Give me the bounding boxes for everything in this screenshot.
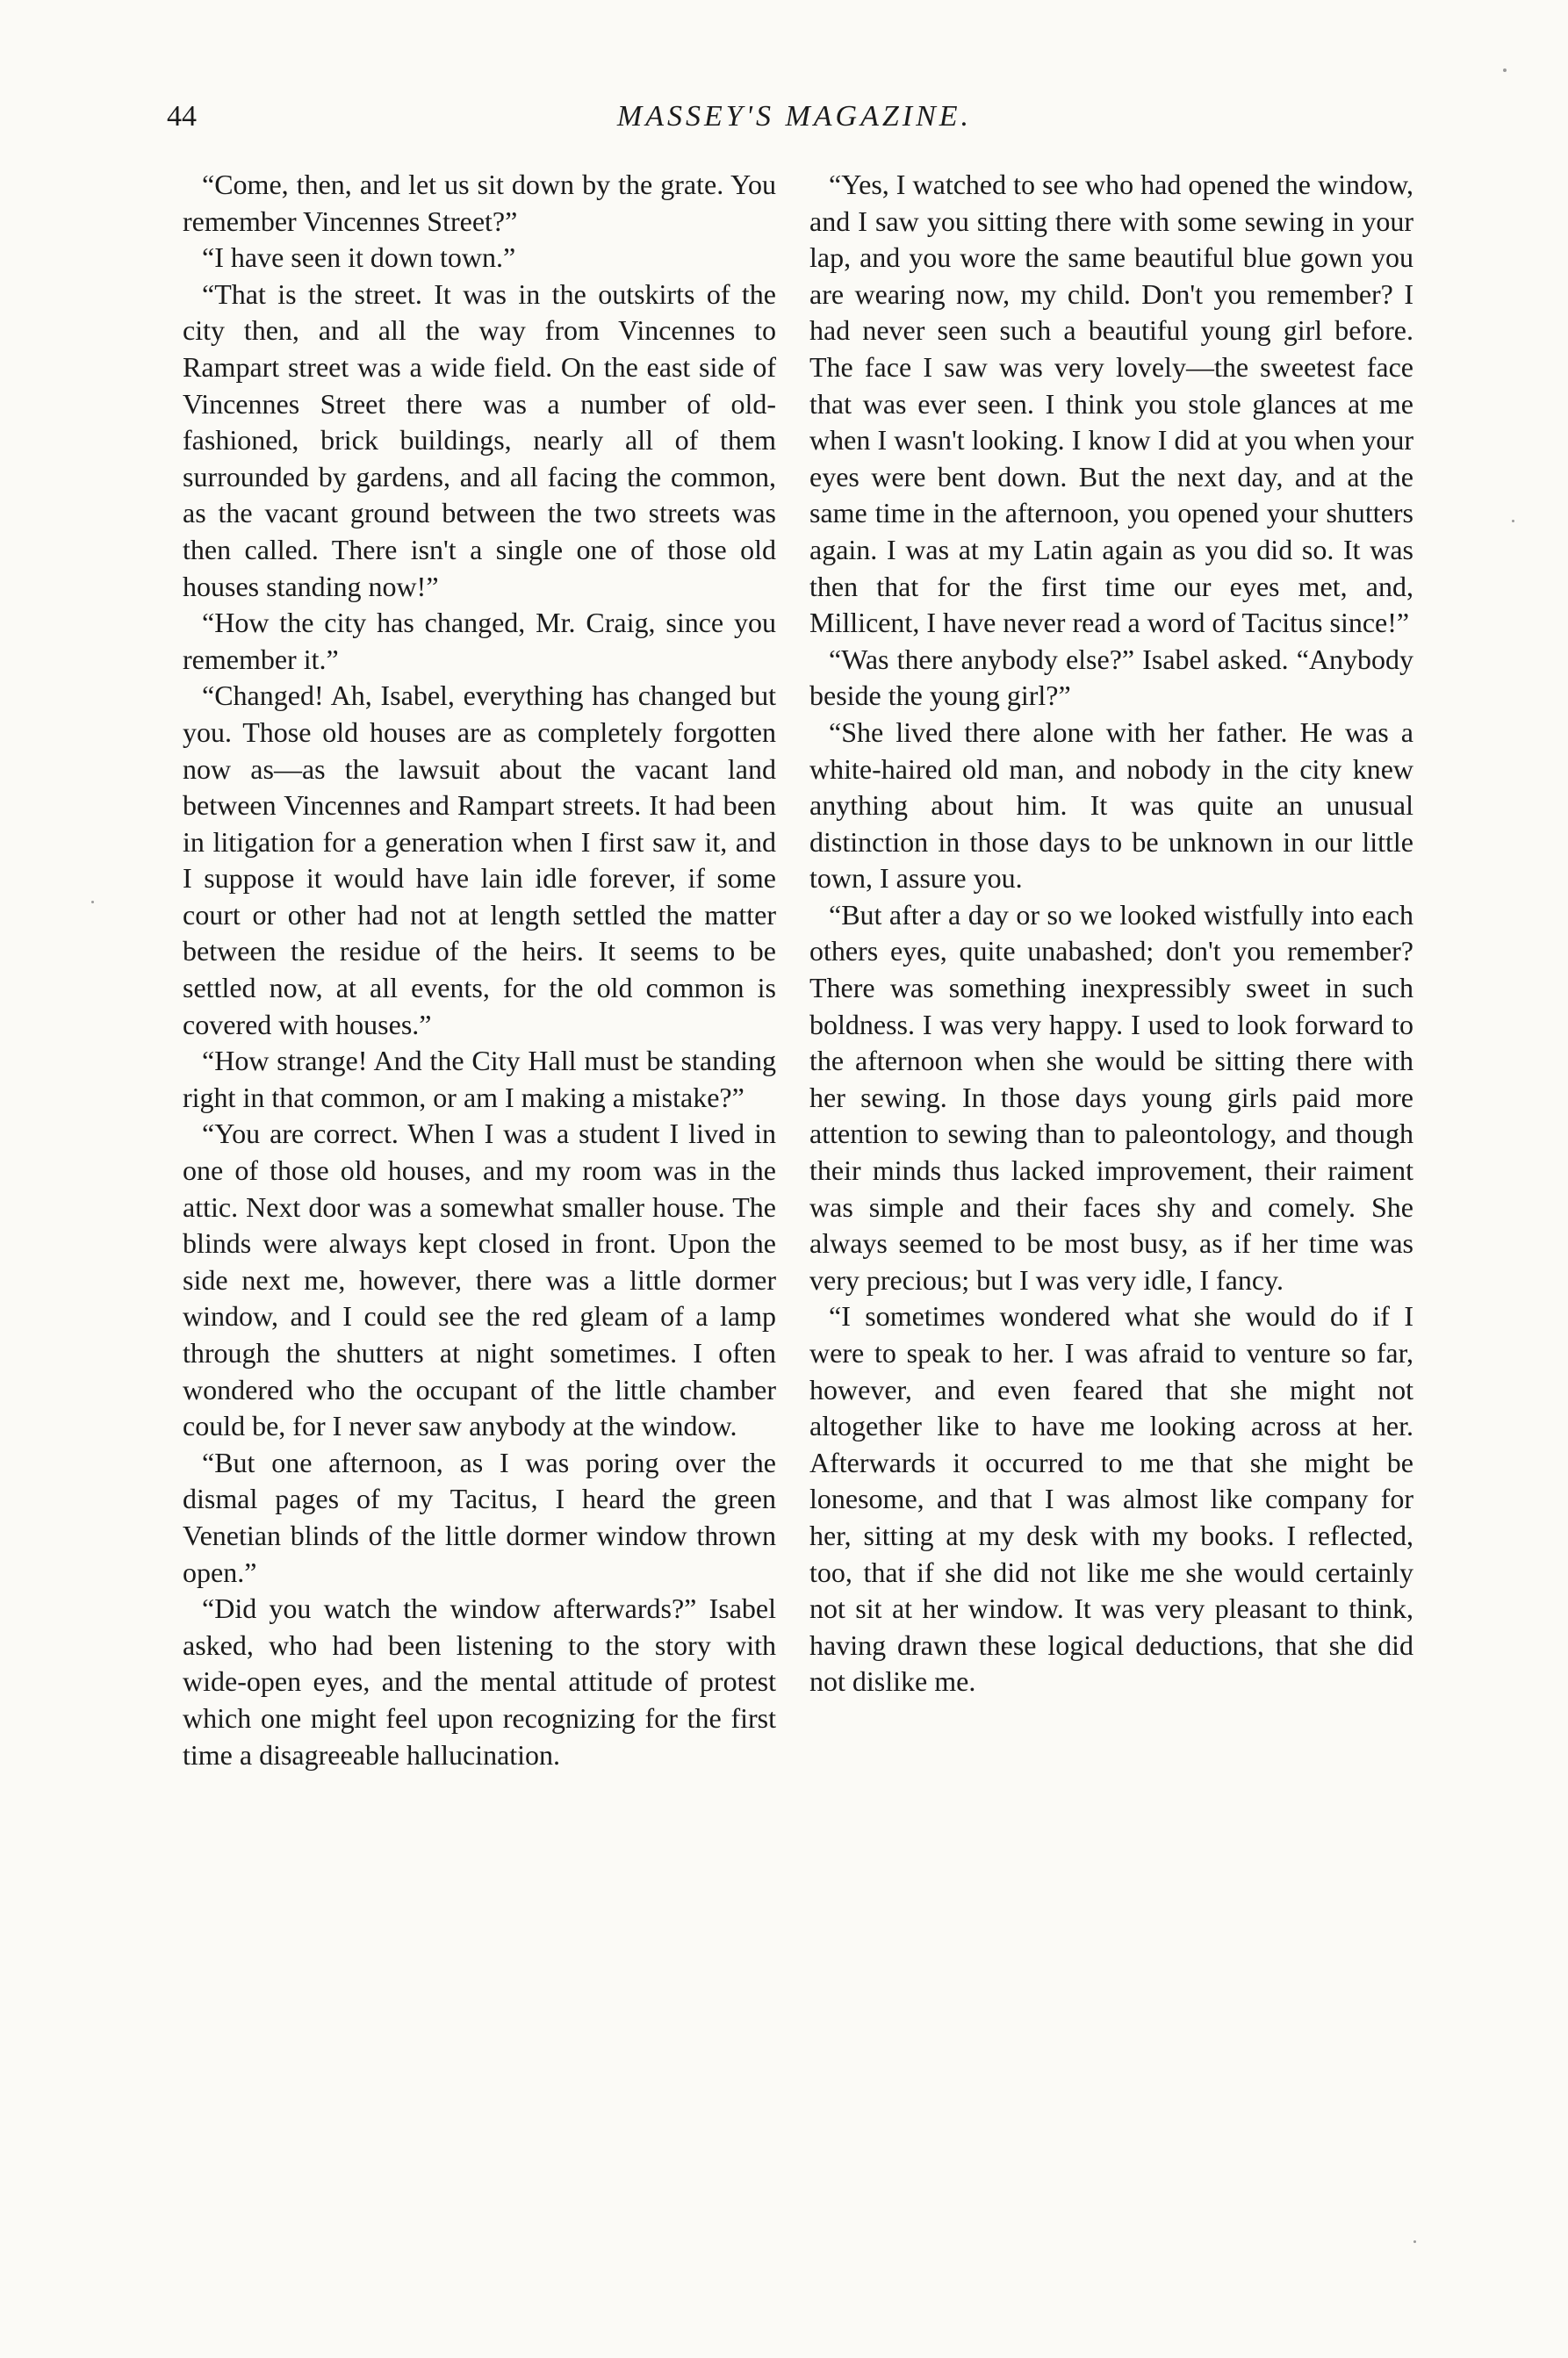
left-column xyxy=(183,167,776,1773)
paragraph: “Yes, I watched to see who had opened the window, and I saw you sitting there with some sewing in your lap, and you wore the same beautiful blue gown you are wearing now, my child. Don't you remember? I had never seen such a beautiful young girl before. The face I saw was very lovely—the sweetest face that was ever seen. I think you stole glances at me when I wasn't looking. I know I did at you when your eyes were bent down. But the next day, and at the same time in the afternoon, you opened your shutters again. I was at my Latin again as you did so. It was then that for the first time our eyes met, and, Millicent, I have never read a word of Tacitus since!” xyxy=(809,169,1413,639)
paper-speck xyxy=(1503,68,1507,72)
paragraph: “I have seen it down town.” xyxy=(202,241,516,274)
page-number: 44 xyxy=(167,100,197,133)
running-title: MASSEY'S MAGAZINE. xyxy=(616,100,973,133)
paragraph: “Changed! Ah, Isabel, everything has changed but you. Those old houses are as completely forgotten now as—as the lawsuit about the vacant land between Vincennes and Rampart streets. It had been in litigation for a generation when I first saw it, and I suppose it would have lain idle forever, if some court or other had not at length settled the matter between the residue of the heirs. It seems to be settled now, at all events, for the old common is covered with houses.” xyxy=(183,679,776,1040)
right-column xyxy=(809,167,1413,1700)
paragraph: “Come, then, and let us sit down by the grate. You remember Vincennes Street?” xyxy=(183,169,776,237)
paragraph: “She lived there alone with her father. He was a white-haired old man, and nobody in the city knew anything about him. It was quite an unusual distinction in those days to be unknown in our little town, I assure you. xyxy=(809,715,1413,895)
paragraph: “I sometimes wondered what she would do if I were to speak to her. I was afraid to venture so far, however, and even feared that she might not altogether like to have me looking across at her. Afterwards it occurred to me that she might be lonesome, and that I was almost like company for her, sitting at my desk with my books. I reflected, too, that if she did not like me she would certainly not sit at her window. It was very pleasant to think, having drawn these logical deductions, that she did not dislike me. xyxy=(809,1300,1413,1698)
paragraph: “Was there anybody else?” Isabel asked. “Anybody beside the young girl?” xyxy=(809,643,1413,712)
paper-speck xyxy=(1512,520,1514,522)
paper-speck xyxy=(91,901,94,903)
paragraph: “How strange! And the City Hall must be standing right in that common, or am I making a mistake?” xyxy=(183,1045,776,1113)
paragraph: “That is the street. It was in the outskirts of the city then, and all the way from Vincennes to Rampart street was a wide field. On the east side of Vincennes Street there was a number of old-fashioned, brick buildings, nearly all of them surrounded by gardens, and all facing the common, as the vacant ground between the two streets was then called. There isn't a single one of those old houses standing now!” xyxy=(183,277,776,602)
paragraph: “But after a day or so we looked wistfully into each others eyes, quite unabashed; don't you remember? There was something inexpressibly sweet in such boldness. I was very happy. I used to look forward to the afternoon when she would be sitting there with her sewing. In those days young girls paid more attention to sewing than to paleontology, and though their minds thus lacked improvement, their raiment was simple and their faces shy and comely. She always seemed to be most busy, as if her time was very precious; but I was very idle, I fancy. xyxy=(809,898,1413,1296)
paragraph: “You are correct. When I was a student I lived in one of those old houses, and my room was in the attic. Next door was a somewhat smaller house. The blinds were always kept closed in front. Upon the side next me, however, there was a little dormer window, and I could see the red gleam of a lamp through the shutters at night sometimes. I often wondered who the occupant of the little chamber could be, for I never saw anybody at the window. xyxy=(183,1118,776,1442)
paragraph: “Did you watch the window afterwards?” Isabel asked, who had been listening to the story with wide-open eyes, and the mental attitude of protest which one might feel upon recognizing for the first time a disagreeable hallucination. xyxy=(183,1592,776,1771)
paper-speck xyxy=(1413,2240,1416,2243)
paragraph: “But one afternoon, as I was poring over the dismal pages of my Tacitus, I heard the green Venetian blinds of the little dormer window thrown open.” xyxy=(183,1446,776,1588)
page-header xyxy=(167,95,1422,139)
paragraph: “How the city has changed, Mr. Craig, since you remember it.” xyxy=(183,607,776,675)
